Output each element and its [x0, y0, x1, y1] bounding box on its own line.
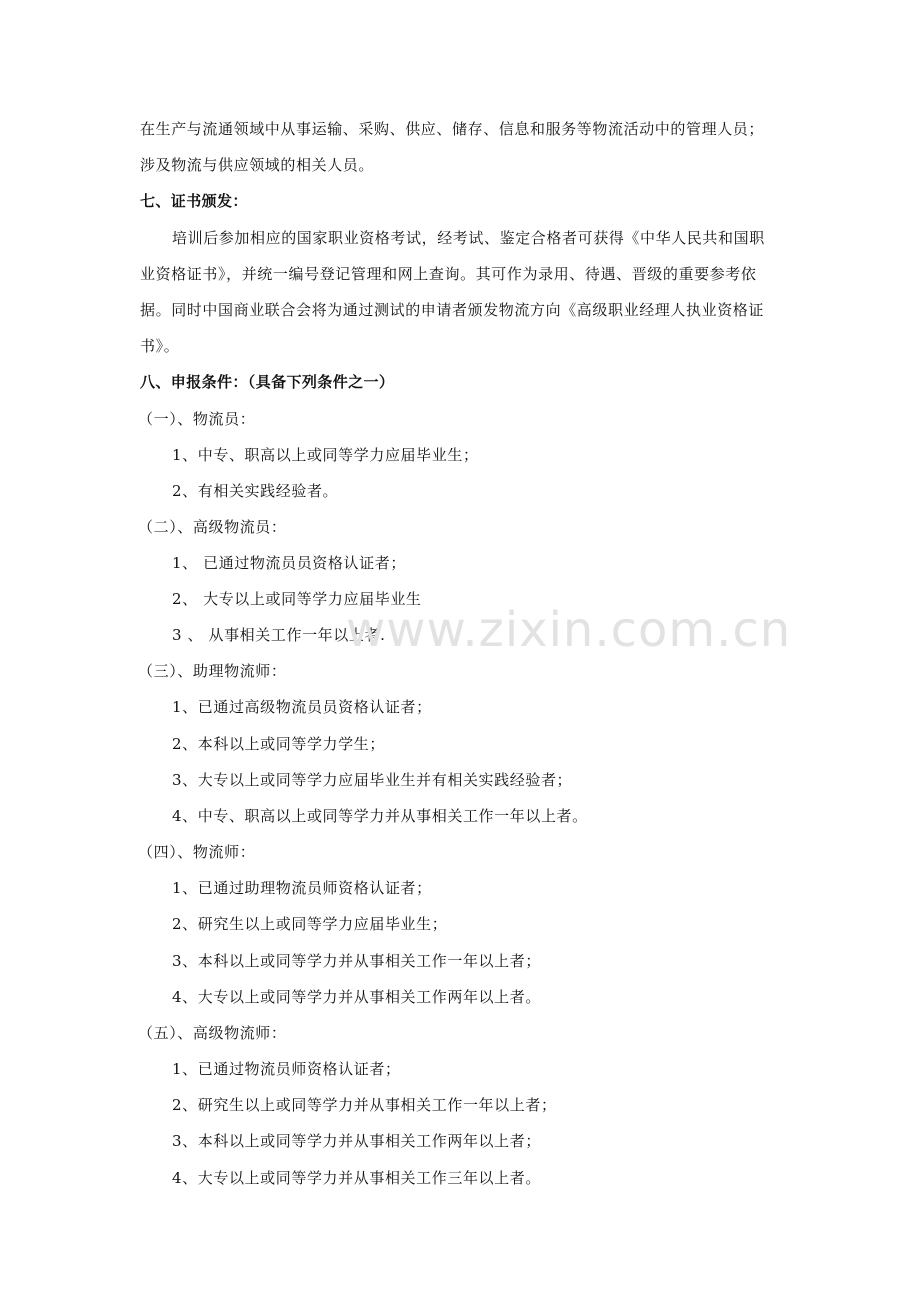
- group-1-item-1: 1、中专、职高以上或同等学力应届毕业生；: [172, 446, 479, 464]
- group-1-title: （一）、物流员：: [138, 410, 256, 428]
- section-7-paragraph-line-1: 培训后参加相应的国家职业资格考试，经考试、鉴定合格者可获得《中华人民共和国职: [172, 229, 765, 247]
- section-7-heading: 七、证书颁发：: [140, 192, 248, 210]
- group-4-item-2: 2、研究生以上或同等学力应届毕业生；: [172, 915, 448, 933]
- group-2-item-3: 3 、 从事相关工作一年以上者.: [172, 626, 386, 644]
- section-7-paragraph-line-3: 据。同时中国商业联合会将为通过测试的申请者颁发物流方向《高级职业经理人执业资格证: [140, 301, 765, 319]
- intro-line-2: 涉及物流与供应领域的相关人员。: [140, 156, 375, 174]
- group-5-item-3: 3、本科以上或同等学力并从事相关工作两年以上者；: [172, 1132, 541, 1150]
- group-5-item-2: 2、研究生以上或同等学力并从事相关工作一年以上者；: [172, 1096, 557, 1114]
- section-7-paragraph-line-4: 书》。: [140, 337, 180, 355]
- group-3-item-4: 4、中专、职高以上或同等学力并从事相关工作一年以上者。: [172, 807, 588, 825]
- group-4-title: （四）、物流师：: [138, 843, 256, 861]
- site-watermark: www.zixin.com.cn: [346, 602, 792, 658]
- group-4-item-3: 3、本科以上或同等学力并从事相关工作一年以上者；: [172, 952, 541, 970]
- group-3-item-3: 3、大专以上或同等学力应届毕业生并有相关实践经验者；: [172, 771, 573, 789]
- group-5-item-1: 1、已通过物流员师资格认证者；: [172, 1060, 401, 1078]
- group-4-item-1: 1、已通过助理物流员师资格认证者；: [172, 879, 432, 897]
- section-7-paragraph-line-2: 业资格证书》，并统一编号登记管理和网上查询。其可作为录用、待遇、晋级的重要参考依: [140, 265, 757, 283]
- group-3-item-1: 1、已通过高级物流员员资格认证者；: [172, 698, 432, 716]
- section-8-heading: 八、申报条件：（具备下列条件之一）: [140, 373, 395, 391]
- intro-line-1: 在生产与流通领域中从事运输、采购、供应、储存、信息和服务等物流活动中的管理人员；: [140, 120, 765, 138]
- group-2-title: （二）、高级物流员：: [138, 518, 287, 536]
- group-2-item-1: 1、 已通过物流员员资格认证者；: [172, 554, 406, 572]
- group-1-item-2: 2、有相关实践经验者。: [172, 482, 339, 500]
- group-3-title: （三）、助理物流师：: [138, 662, 287, 680]
- group-4-item-4: 4、大专以上或同等学力并从事相关工作两年以上者。: [172, 988, 541, 1006]
- group-5-title: （五）、高级物流师：: [138, 1024, 287, 1042]
- group-2-item-2: 2、 大专以上或同等学力应届毕业生: [172, 590, 422, 608]
- group-5-item-4: 4、大专以上或同等学力并从事相关工作三年以上者。: [172, 1169, 541, 1187]
- group-3-item-2: 2、本科以上或同等学力学生；: [172, 735, 385, 753]
